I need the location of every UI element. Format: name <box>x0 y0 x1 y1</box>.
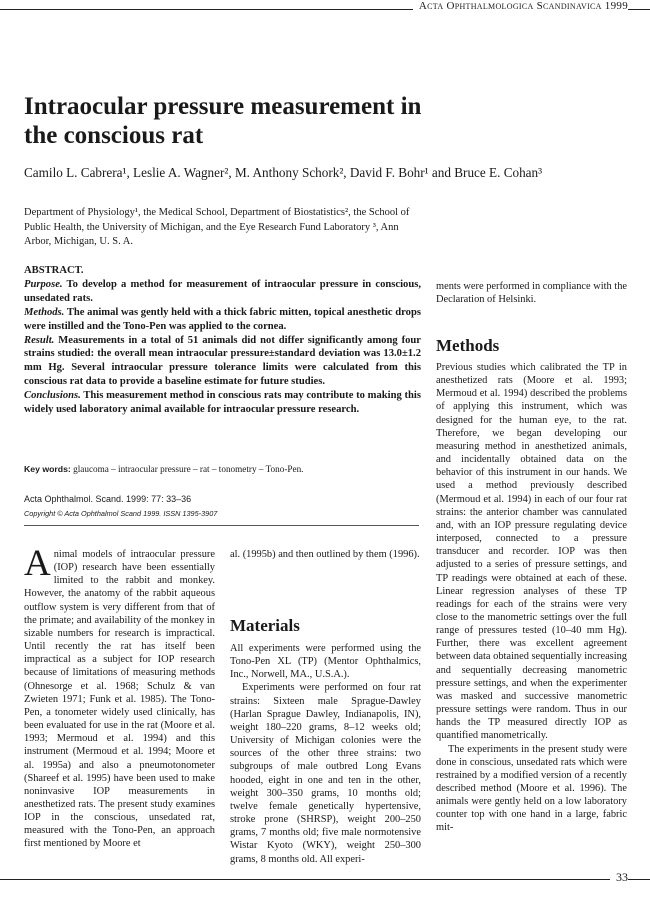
running-header: Acta Ophthalmologica Scandinavica 1999 <box>413 0 628 12</box>
purpose-text: To develop a method for measurement of intraocular pressure in conscious, unsedated rats. <box>24 278 421 304</box>
intro-paragraph <box>24 543 215 851</box>
keywords-text: glaucoma – intraocular pressure – rat – tonometry – Tono-Pen. <box>70 464 304 474</box>
abstract-heading: ABSTRACT. <box>24 265 84 276</box>
materials-column <box>230 642 421 866</box>
abstract-purpose <box>24 278 421 306</box>
abstract <box>24 264 421 417</box>
author-list: Camilo L. Cabrera¹, Leslie A. Wagner², M. Anthony Schork², David F. Bohr¹ and Bruce E. Cohan³ <box>24 165 543 180</box>
methods-p1: Previous studies which calibrated the TP in anesthetized rats (Moore et al. 1993; Mermoud et al. 1994) described the problems of applying this instrument, which was designed for the human eye, to the rat. Therefore, we began developing our measuring method in anesthetized animals, and incidentally obtained data on the behavior of this instrument in our hands. We used a method previously described (Mermoud et al. 1994) in each of our four rat strains: the anterior chamber was cannulated and, with an IOP pressure regulating device interposed, connected to a pressure transducer and recorder. IOP was then adjusted to a series of pressure settings, and TP readings were obtained at each of these. Linear regression analyses of these TP readings for each of the strains were very close to the manometric settings over the full range of pressures tested (10–40 mm Hg). Further, there was excellent agreement between data obtained sequentially increasing and sequentially decreasing manometric pressure settings, and when the experimenter was masked and successive manometric pressure settings were random. Thus in our hands the TP measured directly IOP as quantified manometrically. <box>436 362 627 742</box>
copyright: Copyright © Acta Ophthalmol Scand 1999. ISSN 1395-3907 <box>24 509 218 518</box>
intro-continued-text: al. (1995b) and then outlined by them (1996). <box>230 549 420 560</box>
conclusions-text: This measurement method in conscious rats may contribute to making this widely used laboratory animal available for intraocular pressure research. <box>24 390 421 416</box>
conclusions-label: Conclusions. <box>24 390 81 402</box>
intro-text: nimal models of intraocular pressure (IOP) research have been essentially limited to the rabbit and monkey. However, the anatomy of the rabbit aqueous outflow system is very different from that of the primate; and availability of the monkey in sizable numbers for research is impractical. Until recently the rat has itself been impractical as a subject for IOP research because of limitations of measuring methods (Ohnesorge et al. 1968; Schulz & van Zwieten 1971; Funk et al. 1985). The Tono-Pen, a tonometer widely used clinically, has been evaluated for use in the rat (Moore et al. 1993; Mermoud et al. 1994) and this instrument (Mermoud et al. 1994; Moore et al. 1995a) and also a pneumotonometer (Shareef et al. 1995) have been used to make noninvasive IOP measurements in anesthetized rats. The present study examines IOP in the conscious, unsedated rat, measured with the Tono-Pen, an approach first mentioned by Moore et <box>24 549 215 850</box>
drop-cap: A <box>24 543 51 584</box>
abstract-conclusions <box>24 389 421 417</box>
materials-continued-text: ments were performed in compliance with the Declaration of Helsinki. <box>436 281 628 306</box>
materials-heading: Materials <box>230 616 300 635</box>
article-title: Intraocular pressure measurement in the conscious rat <box>24 93 422 149</box>
affiliations: Department of Physiology¹, the Medical School, Department of Biostatistics², the School of Public Health, the University of Michigan, and the Eye Research Fund Laboratory ³, Ann Arbor, Michigan, U. S. A. <box>24 207 410 248</box>
keywords-label: Key words: <box>24 464 71 474</box>
intro-column <box>24 543 215 851</box>
methods-label: Methods. <box>24 306 65 318</box>
section-divider <box>24 525 419 526</box>
methods-column <box>436 361 627 835</box>
materials-p1: All experiments were performed using the Tono-Pen XL (TP) (Mentor Ophthalmics, Inc., Norwell, MA., U.S.A.). <box>230 643 421 681</box>
intro-continued <box>230 548 421 561</box>
materials-continued <box>436 280 627 306</box>
abstract-methods <box>24 306 421 334</box>
citation: Acta Ophthalmol. Scand. 1999: 77: 33–36 <box>24 494 192 504</box>
materials-p2: Experiments were performed on four rat strains: Sixteen male Sprague-Dawley (Harlan Sprague Dawley, Indianapolis, IN), weight 180–220 grams, 8–12 weeks old; University of Michigan colonies were the sources of the other three strains: two subgroups of male outbred Long Evans hooded, eight in one and ten in the other, weight 300–350 grams, 10 months old; twelve female genetically hypertensive, stroke prone (SHRSP), weight 200–250 grams, 7 months old; five male normotensive Wistar Kyoto (WKY), weight 250–300 grams, 8 months old. All experi- <box>230 682 421 865</box>
abstract-result <box>24 334 421 390</box>
purpose-label: Purpose. <box>24 278 63 290</box>
result-label: Result. <box>24 334 55 346</box>
keywords <box>24 464 424 474</box>
methods-heading: Methods <box>436 336 500 355</box>
footer-rule <box>0 879 650 880</box>
page-number: 33 <box>610 870 628 885</box>
methods-p2: The experiments in the present study were done in conscious, unsedated rats which were restrained by a modified version of a recently described method (Moore et al. 1996). The animals were gently held on a low laboratory counter top with one hand in a large, fabric mit- <box>436 743 627 834</box>
methods-text: The animal was gently held with a thick fabric mitten, topical anesthetic drops were instilled and the Tono-Pen was applied to the cornea. <box>24 306 421 332</box>
result-text: Measurements in a total of 51 animals did not differ significantly among four strains studied: the overall mean intraocular pressure±standard deviation was 13.0±1.2 mm Hg. Several intraocular pressure tolerance limits were calculated from this conscious rat data to provide a baseline estimate for future studies. <box>24 334 421 388</box>
